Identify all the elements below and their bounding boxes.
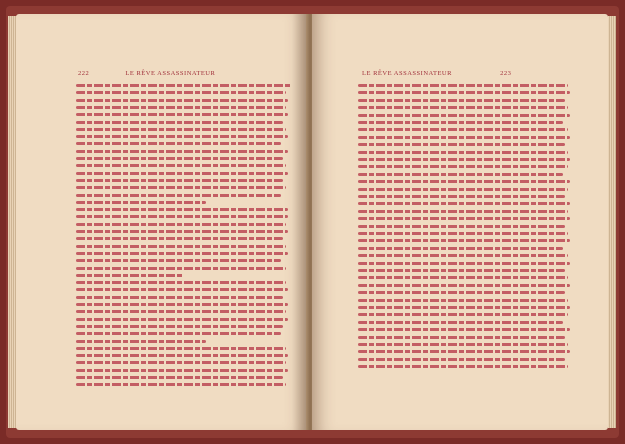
text-line [358, 217, 570, 221]
left-header-title: LE RÊVE ASSASSINATEUR [125, 70, 216, 77]
text-line [358, 84, 568, 88]
text-line [358, 365, 568, 369]
text-line [76, 310, 286, 314]
text-line [76, 186, 286, 190]
spine-shadow [292, 14, 312, 430]
text-line [76, 245, 286, 249]
text-line [358, 225, 565, 229]
right-page-number: 223 [500, 70, 512, 77]
text-line [358, 180, 570, 184]
text-line [358, 299, 568, 303]
text-line [358, 284, 570, 288]
text-line [358, 269, 565, 273]
text-line [76, 376, 283, 380]
text-line [358, 151, 568, 155]
text-line [76, 369, 288, 373]
text-line [76, 201, 206, 205]
text-line [358, 158, 570, 162]
text-line [76, 135, 288, 139]
text-line [358, 276, 568, 280]
text-line [76, 84, 292, 88]
text-line [358, 350, 570, 354]
right-running-head [362, 70, 511, 77]
text-line [76, 361, 286, 365]
text-line [358, 99, 565, 103]
text-line [358, 247, 563, 251]
text-line [358, 239, 570, 243]
text-line [76, 267, 286, 271]
text-line [76, 303, 288, 307]
text-line [76, 150, 288, 154]
text-line [76, 296, 283, 300]
text-line [358, 165, 568, 169]
text-line [76, 332, 281, 336]
text-line [76, 223, 286, 227]
text-line [76, 91, 286, 95]
text-line [358, 321, 563, 325]
left-page-number: 222 [78, 70, 90, 77]
text-line [76, 354, 288, 358]
text-line [76, 157, 283, 161]
text-line [358, 232, 568, 236]
text-line [76, 347, 286, 351]
text-line [358, 128, 568, 132]
text-line [76, 288, 288, 292]
text-line [358, 306, 570, 310]
text-line [358, 136, 570, 140]
text-line [358, 91, 570, 95]
text-line [358, 328, 570, 332]
text-line [358, 121, 563, 125]
text-line [76, 194, 281, 198]
text-line [76, 215, 288, 219]
text-line [358, 262, 570, 266]
text-line [76, 340, 206, 344]
left-running-head [78, 70, 215, 77]
text-line [358, 202, 570, 206]
text-line [358, 336, 565, 340]
text-line [358, 358, 565, 362]
open-book [6, 6, 619, 438]
text-line [76, 106, 286, 110]
left-page [16, 14, 308, 430]
text-line [76, 179, 283, 183]
text-line [358, 291, 565, 295]
right-page [312, 14, 608, 430]
text-line [358, 195, 565, 199]
text-line [76, 252, 288, 256]
text-line [76, 281, 286, 285]
text-line [76, 172, 288, 176]
text-line [76, 230, 288, 234]
text-line [76, 259, 281, 263]
text-line [76, 99, 288, 103]
text-line [358, 343, 568, 347]
text-line [76, 237, 283, 241]
text-line [358, 173, 563, 177]
right-header-title: LE RÊVE ASSASSINATEUR [362, 70, 452, 77]
text-line [76, 164, 286, 168]
page-edges-right [608, 16, 616, 428]
text-line [76, 318, 288, 322]
text-line [358, 254, 568, 258]
text-line [358, 188, 568, 192]
text-line [76, 113, 288, 117]
text-line [76, 208, 288, 212]
text-line [358, 114, 570, 118]
text-line [76, 128, 286, 132]
text-line [358, 313, 568, 317]
text-line [358, 106, 568, 110]
text-line [76, 383, 286, 387]
text-line [358, 143, 565, 147]
text-line [76, 325, 283, 329]
text-line [76, 274, 184, 278]
text-line [358, 210, 568, 214]
text-line [76, 142, 281, 146]
text-line [76, 121, 283, 125]
